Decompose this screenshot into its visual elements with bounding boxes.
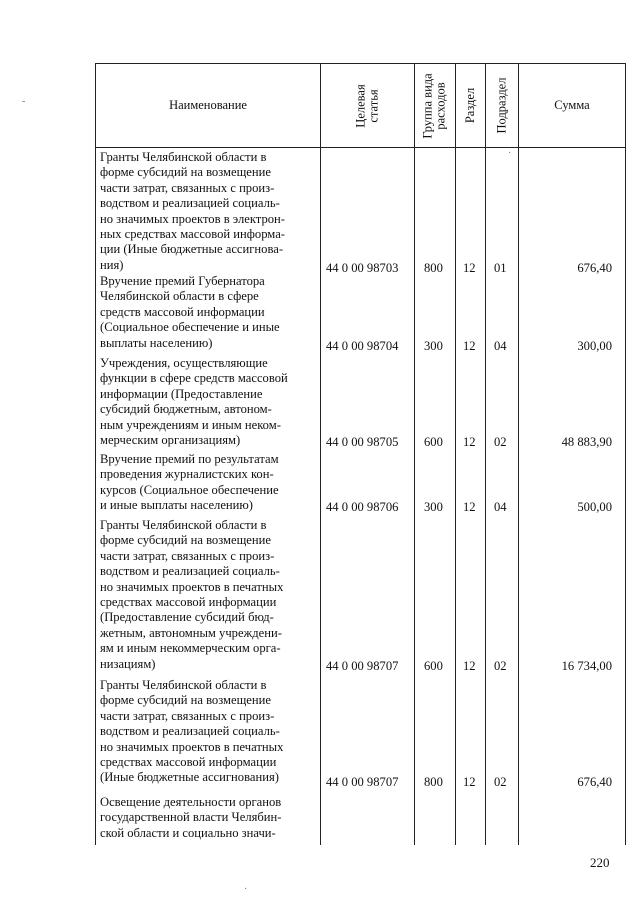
cell-expense-group: 300 — [424, 339, 443, 353]
cell-section: 12 — [463, 339, 476, 353]
cell-sum: 676,40 — [577, 775, 612, 789]
cell-target-article: 44 0 00 98703 — [326, 261, 399, 275]
header-sum: Сумма — [554, 98, 590, 112]
cell-subsection: 02 — [494, 775, 507, 789]
table-left-border — [95, 63, 96, 845]
cell-sum: 500,00 — [577, 500, 612, 514]
cell-target-article: 44 0 00 98706 — [326, 500, 399, 514]
cell-target-article: 44 0 00 98705 — [326, 435, 399, 449]
cell-expense-group: 600 — [424, 435, 443, 449]
cell-expense-group: 800 — [424, 775, 443, 789]
cell-section: 12 — [463, 659, 476, 673]
cell-sum: 300,00 — [577, 339, 612, 353]
col-divider-target — [414, 63, 415, 845]
header-name: Наименование — [169, 98, 247, 112]
cell-subsection: 04 — [494, 500, 507, 514]
table-right-border — [625, 63, 626, 845]
cell-section: 12 — [463, 435, 476, 449]
header-section: Раздел — [463, 87, 478, 124]
header-expense-group: Группа вида расходов — [421, 72, 449, 139]
cell-section: 12 — [463, 261, 476, 275]
cell-subsection: 02 — [494, 659, 507, 673]
table-row-name: Гранты Челябинской области в форме субсидий на возмещение части затрат, связанных с произ- водством и реализацией социаль- но значимых проектов в печатных средствах массовой информации (Иные бюджетные ассигнования) — [100, 678, 284, 785]
cell-expense-group: 600 — [424, 659, 443, 673]
page-number: 220 — [590, 855, 610, 870]
cell-target-article: 44 0 00 98704 — [326, 339, 399, 353]
cell-section: 12 — [463, 775, 476, 789]
table-row-name: Гранты Челябинской области в форме субсидий на возмещение части затрат, связанных с произ- водством и реализацией социаль- но значимых проектов в печатных средствах массовой информации (Предоставление субсидий бюд- жетным, автономным учреждени- ям и иным некоммерческим орга- низациям) — [100, 518, 284, 671]
table-row-name: Учреждения, осуществляющие функции в сфере средств массовой информации (Предоставление субсидий бюджетным, автоном- ным учреждениям и иным неком- мерческим организациям) — [100, 356, 288, 448]
scan-speck: · — [244, 884, 248, 895]
cell-target-article: 44 0 00 98707 — [326, 659, 399, 673]
header-subsection: Подраздел — [494, 77, 509, 134]
table-row-name: Освещение деятельности органов государственной власти Челябин- ской области и социально значи- — [100, 795, 282, 840]
scan-speck: - — [22, 96, 26, 107]
col-divider-subsection — [518, 63, 519, 845]
cell-sum: 676,40 — [577, 261, 612, 275]
col-divider-group — [455, 63, 456, 845]
scan-speck: · — [508, 148, 512, 159]
col-divider-name — [320, 63, 321, 845]
table-row-name: Вручение премий по результатам проведения журналистских кон- курсов (Социальное обеспечение и иные выплаты населению) — [100, 452, 279, 513]
cell-sum: 16 734,00 — [561, 659, 612, 673]
table-row-name: Вручение премий Губернатора Челябинской области в сфере средств массовой информации (Социальное обеспечение и иные выплаты населению) — [100, 274, 280, 350]
header-bottom-border — [95, 147, 626, 148]
cell-subsection: 04 — [494, 339, 507, 353]
cell-target-article: 44 0 00 98707 — [326, 775, 399, 789]
cell-expense-group: 800 — [424, 261, 443, 275]
col-divider-section — [485, 63, 486, 845]
cell-expense-group: 300 — [424, 500, 443, 514]
table-row-name: Гранты Челябинской области в форме субсидий на возмещение части затрат, связанных с произ- водством и реализацией социаль- но значимых проектов в электрон- ных средствах массовой информа- ции (Иные бюджетные ассигнова- ния) — [100, 150, 285, 272]
cell-sum: 48 883,90 — [561, 435, 612, 449]
cell-section: 12 — [463, 500, 476, 514]
header-target-article: Целевая статья — [353, 83, 381, 128]
cell-subsection: 01 — [494, 261, 507, 275]
cell-subsection: 02 — [494, 435, 507, 449]
